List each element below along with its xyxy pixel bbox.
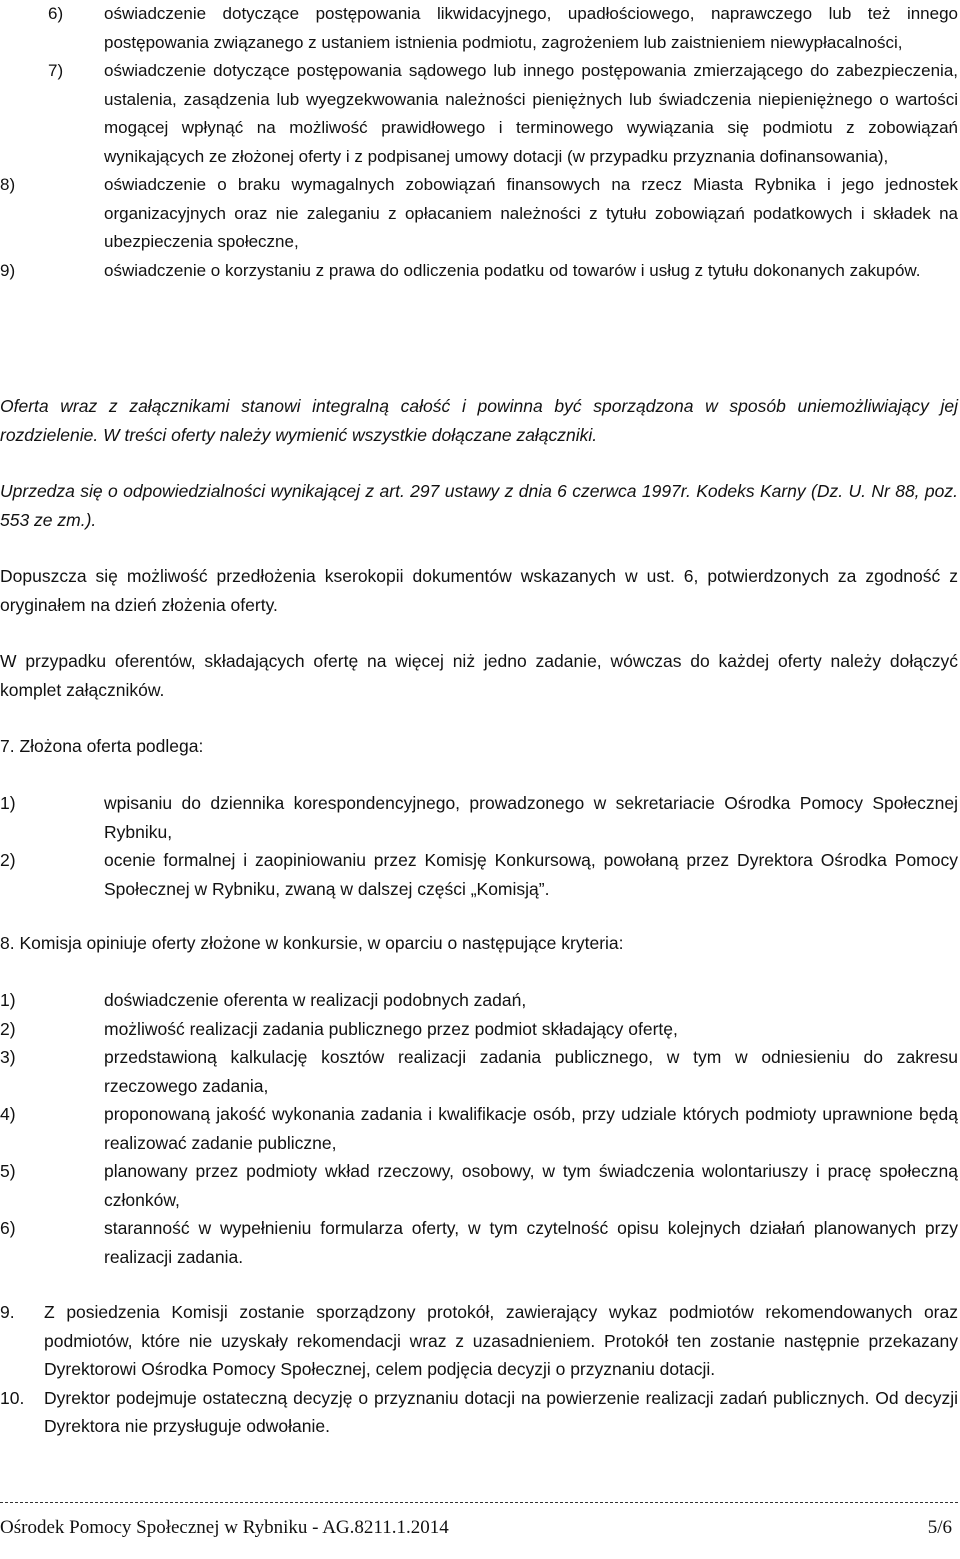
list-item-text: oświadczenie o korzystaniu z prawa do odliczenia podatku od towarów i usług z tytułu dokonanych zakupów. [104,260,921,280]
list-item-number: 2) [0,850,16,870]
list-item-text: oświadczenie o braku wymagalnych zobowiązań finansowych na rzecz Miasta Rybnika i jego jednostek organizacyjnych oraz nie zaleganiu z opłacaniem należności z tytułu zobowiązań podatkowych i składek na ubezpieczenia społeczne, [104,175,958,251]
list-item-number: 2) [0,1018,16,1039]
list-item-text: oświadczenie dotyczące postępowania sądowego lub innego postępowania zmierzającego do zabezpieczenia, ustalenia, zasądzenia lub wyegzekwowania należności pieniężnych lub świadczenia niepieniężnego o wartości mogącej wpłynąć na możliwość prawidłowego i terminowego wywiązania się podmiotu z zobowiązań wynikających ze złożonej oferty i z podpisanej umowy dotacji (w przypadku przyznania dofinansowania), [104,61,958,166]
list-item-number: 7) [48,61,64,80]
list-item-text: możliwość realizacji zadania publicznego przez podmiot składający ofertę, [104,1018,678,1039]
page-footer [0,1516,952,1540]
list-item-number: 6) [0,1218,16,1238]
liability-paragraph: Uprzedza się o odpowiedzialności wynikającej z art. 297 ustawy z dnia 6 czerwca 1997r. Kodeks Karny (Dz. U. Nr 88, poz. 553 ze zm.). [0,481,958,530]
list-item-number: 5) [0,1161,16,1181]
list-item-text: oświadczenie dotyczące postępowania likwidacyjnego, upadłościowego, naprawczego lub też innego postępowania związanego z ustaniem istnienia podmiotu, zagrożeniem lub zaistnieniem niewypłacalności, [104,4,958,52]
section-7-heading: 7. Złożona oferta podlega: [0,736,204,756]
footer-divider [0,1502,958,1503]
multiple-offers-paragraph: W przypadku oferentów, składających ofertę na więcej niż jedno zadanie, wówczas do każdej oferty należy dołączyć komplet załączników. [0,651,958,700]
section-8-heading: 8. Komisja opiniuje oferty złożone w konkursie, w oparciu o następujące kryteria: [0,933,624,953]
list-item [0,0,958,57]
criteria-list [0,986,958,1271]
list-item [0,257,958,286]
footer-organization: Ośrodek Pomocy Społecznej w Rybniku - AG.8211.1.2014 [0,1517,449,1538]
list-item-text: przedstawioną kalkulację kosztów realizacji zadania publicznego, w tym w odniesieniu do zakresu rzeczowego zadania, [104,1047,958,1096]
list-item-number: 1) [0,793,16,813]
list-item-text: wpisaniu do dziennika korespondencyjnego, prowadzonego w sekretariacie Ośrodka Pomocy Społecznej Rybniku, [104,793,958,842]
list-item-text: planowany przez podmioty wkład rzeczowy, osobowy, w tym świadczenia wolontariuszy i pracę społeczną członków, [104,1161,958,1210]
point-9 [0,1298,958,1384]
list-item [0,1214,958,1271]
list-item-text: doświadczenie oferenta w realizacji podobnych zadań, [104,990,527,1010]
list-item [0,171,958,257]
page-number: 5/6 [927,1517,952,1538]
list-item [0,1015,958,1044]
list-item-text: staranność w wypełnieniu formularza oferty, w tym czytelność opisu kolejnych działań planowanych przy realizacji zadania. [104,1218,958,1267]
offer-processing-list [0,789,958,903]
point-text: Z posiedzenia Komisji zostanie sporządzony protokół, zawierający wykaz podmiotów rekomendowanych oraz podmiotów, które nie uzyskały rekomendacji wraz z uzasadnieniem. Protokół ten zostanie następnie przekazany Dyrektorowi Ośrodka Pomocy Społecznej, celem podjęcia decyzji o przyznaniu dotacji. [44,1302,958,1379]
list-item-number: 9) [0,260,16,280]
list-item-number: 8) [0,175,16,194]
list-item-number: 1) [0,990,16,1010]
list-item-text: ocenie formalnej i zaopiniowaniu przez Komisję Konkursową, powołaną przez Dyrektora Ośrodka Pomocy Społecznej w Rybniku, zwaną w dalszej części „Komisją”. [104,850,958,899]
point-number: 10. [0,1387,25,1408]
numbered-points [0,1298,958,1441]
list-item-number: 3) [0,1047,16,1067]
list-item [0,789,958,846]
copies-paragraph: Dopuszcza się możliwość przedłożenia kserokopii dokumentów wskazanych w ust. 6, potwierdzonych za zgodność z oryginałem na dzień złożenia oferty. [0,566,958,615]
list-item-text: proponowaną jakość wykonania zadania i kwalifikacje osób, przy udziale których podmioty uprawnione będą realizować zadanie publiczne, [104,1104,958,1153]
list-item-number: 4) [0,1104,16,1124]
list-item [0,1043,958,1100]
attachments-list-continued [0,0,958,285]
point-number: 9. [0,1302,15,1322]
list-item [0,1157,958,1214]
list-item [0,846,958,903]
list-item [0,57,958,171]
list-item-number: 6) [48,4,64,23]
list-item [0,986,958,1015]
point-text: Dyrektor podejmuje ostateczną decyzję o przyznaniu dotacji na powierzenie realizacji zadań publicznych. Od decyzji Dyrektora nie przysługuje odwołanie. [44,1387,958,1436]
offer-integrity-paragraph: Oferta wraz z załącznikami stanowi integralną całość i powinna być sporządzona w sposób uniemożliwiający jej rozdzielenie. W treści oferty należy wymienić wszystkie dołączane załączniki. [0,396,958,445]
list-item [0,1100,958,1157]
point-10 [0,1384,958,1441]
